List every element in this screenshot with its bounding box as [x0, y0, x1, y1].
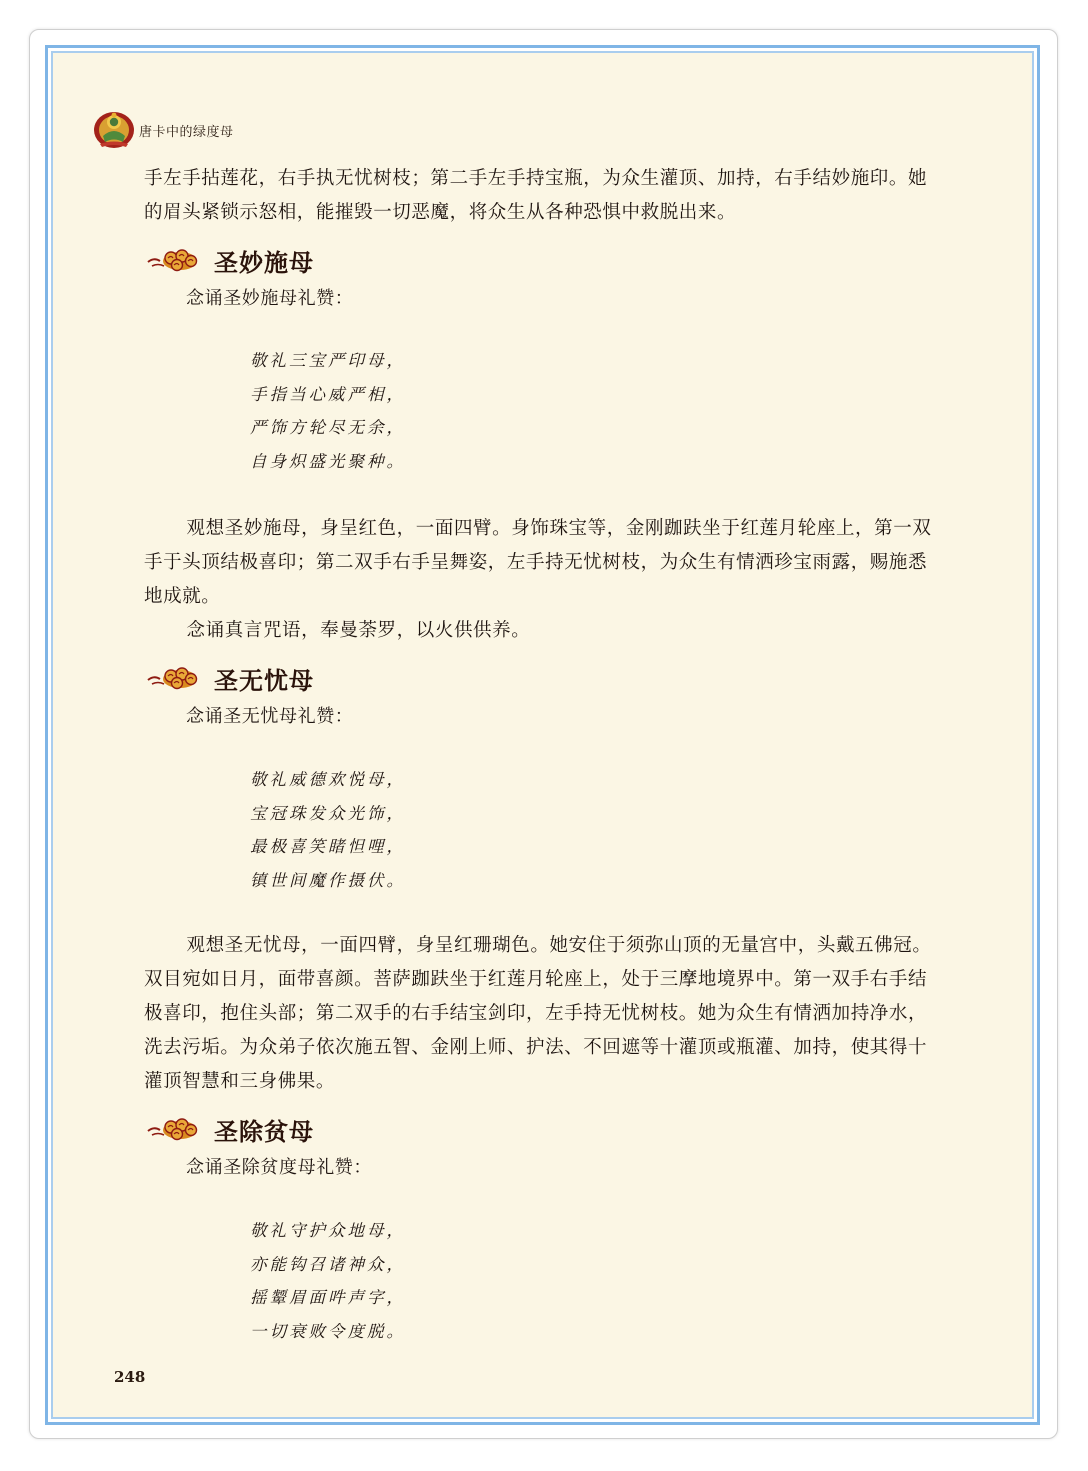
- paragraph-text: 念诵真言咒语，奉曼荼罗，以火供供养。: [186, 620, 531, 641]
- verse-line: 宝冠珠发众光饰，: [250, 803, 406, 823]
- green-tara-thangka-icon: [92, 106, 136, 150]
- verse-line: 严饰方轮尽无余，: [250, 418, 406, 437]
- auspicious-cloud-icon: [146, 247, 200, 273]
- section-heading-1: [146, 243, 314, 277]
- verse-line: 亦能钩召诸神众，: [250, 1254, 406, 1274]
- running-header: [92, 106, 234, 150]
- body-paragraph-1: [144, 512, 944, 648]
- verse-line: 一切衰败令度脱。: [250, 1321, 406, 1341]
- praise-intro-line: 念诵圣妙施母礼赞：: [186, 288, 354, 309]
- verse-line: 手指当心威严相，: [250, 384, 406, 404]
- auspicious-cloud-icon: [146, 665, 200, 691]
- praise-verse: [250, 1214, 406, 1348]
- section-heading-3: [146, 1112, 314, 1146]
- verse-line: 敬礼三宝严印母，: [250, 351, 406, 370]
- verse-line: 自身炽盛光聚种。: [250, 451, 406, 471]
- running-header-title: 唐卡中的绿度母: [139, 124, 234, 140]
- page-number: 248: [114, 1368, 146, 1386]
- paragraph-text: 观想圣妙施母，身呈红色，一面四臂。身饰珠宝等，金刚跏趺坐于红莲月轮座上，第一双手于头顶结极喜印；第二双手右手呈舞姿，左手持无忧树枝，为众生有情洒珍宝雨露，赐施悉地成就。: [144, 518, 932, 607]
- verse-line: 敬礼威德欢悦母，: [250, 770, 406, 789]
- body-paragraph-2: [144, 929, 944, 1099]
- section-title: 圣除贫母: [214, 1116, 314, 1146]
- opening-paragraph: [144, 162, 944, 230]
- auspicious-cloud-icon: [146, 1116, 200, 1142]
- verse-line: 镇世间魔作摄伏。: [250, 870, 406, 890]
- verse-line: 敬礼守护众地母，: [250, 1221, 406, 1240]
- verse-line: 摇颦眉面吽声字，: [250, 1288, 406, 1307]
- paragraph-text: 观想圣无忧母，一面四臂，身呈红珊瑚色。她安住于须弥山顶的无量宫中，头戴五佛冠。双目宛如日月，面带喜颜。菩萨跏趺坐于红莲月轮座上，处于三摩地境界中。第一双手右手结极喜印，抱住头部；第二双手的右手结宝剑印，左手持无忧树枝。她为众生有情洒加持净水，洗去污垢。为众弟子依次施五智、金刚上师、护法、不回遮等十灌顶或瓶灌、加持，使其得十灌顶智慧和三身佛果。: [144, 935, 932, 1092]
- praise-intro-line: 念诵圣无忧母礼赞：: [186, 706, 354, 727]
- praise-verse: [250, 344, 406, 478]
- paragraph-text: 手左手拈莲花，右手执无忧树枝；第二手左手持宝瓶，为众生灌顶、加持，右手结妙施印。她的眉头紧锁示怒相，能摧毁一切恶魔，将众生从各种恐惧中救脱出来。: [144, 168, 928, 223]
- book-page: [56, 56, 1029, 1414]
- section-title: 圣无忧母: [214, 665, 314, 695]
- section-title: 圣妙施母: [214, 247, 314, 277]
- praise-verse: [250, 763, 406, 897]
- verse-line: 最极喜笑睹怛哩，: [250, 837, 406, 856]
- praise-intro-line: 念诵圣除贫度母礼赞：: [186, 1157, 372, 1178]
- section-heading-2: [146, 661, 314, 695]
